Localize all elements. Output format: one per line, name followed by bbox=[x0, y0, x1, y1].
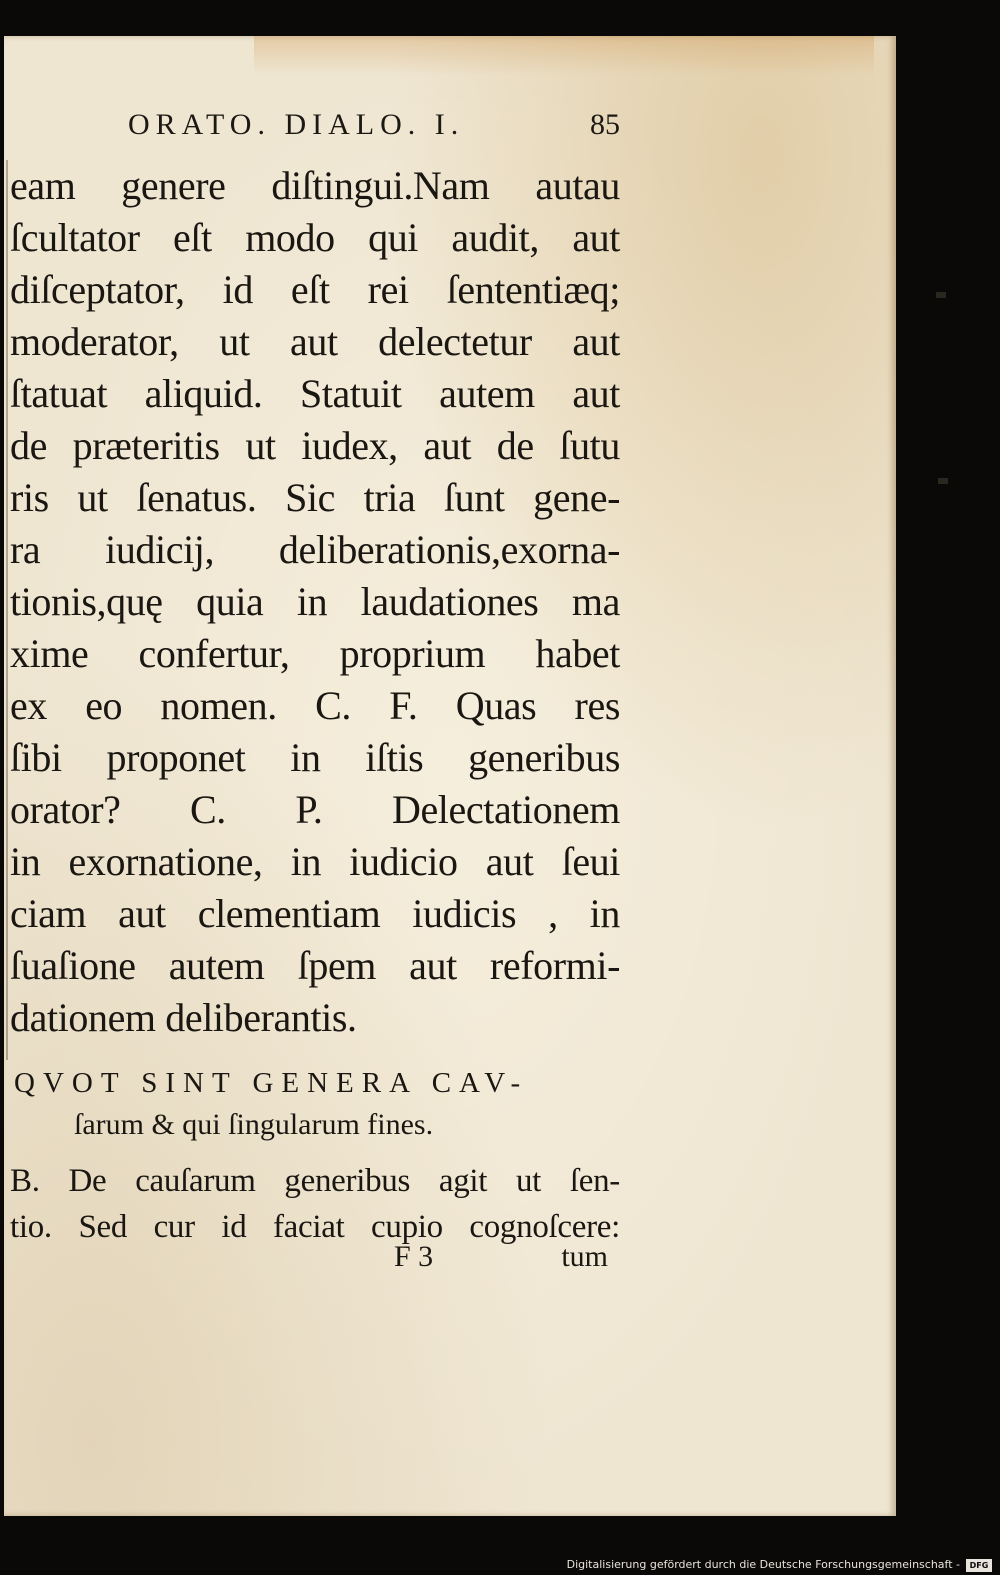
digitization-credit: Digitalisierung gefördert durch die Deutsche Forschungsgemeinschaft - bbox=[566, 1558, 960, 1571]
annotation-block bbox=[10, 1158, 620, 1250]
signature-mark: F 3 bbox=[394, 1240, 434, 1273]
annotation-line: B. De cauſarum generibus agit ut ſen- bbox=[10, 1163, 620, 1199]
text-line: diſceptator, id eſt rei ſententiæq; bbox=[10, 267, 620, 312]
text-line: ſcultator eſt modo qui audit, aut bbox=[10, 215, 620, 260]
annotation-line: tio. Sed cur id faciat cupio cognoſcere: bbox=[10, 1209, 620, 1245]
text-line: eam genere diſtingui.Nam autau bbox=[10, 163, 620, 208]
section-heading bbox=[14, 1063, 614, 1147]
catchword: tum bbox=[561, 1240, 608, 1273]
body-text bbox=[10, 160, 620, 1044]
text-line-last: dationem deliberantis. bbox=[10, 995, 357, 1040]
text-line: moderator, ut aut delectetur aut bbox=[10, 319, 620, 364]
text-line: orator? C. P. Delectationem bbox=[10, 787, 620, 832]
text-line: ra iudicij, deliberationis,exorna- bbox=[10, 527, 620, 572]
text-line: ſibi proponet in iſtis generibus bbox=[10, 735, 620, 780]
text-line: ex eo nomen. C. F. Quas res bbox=[10, 683, 620, 728]
text-line: de præteritis ut iudex, aut de ſutu bbox=[10, 423, 620, 468]
section-heading-continuation: ſarum & qui ſingularum fines. bbox=[74, 1108, 434, 1141]
left-margin-shadow bbox=[6, 160, 8, 1060]
text-line: xime confertur, proprium habet bbox=[10, 631, 620, 676]
running-head-title: ORATO. DIALO. I. bbox=[128, 108, 465, 141]
edge-mark bbox=[936, 292, 946, 298]
page-stain bbox=[254, 36, 874, 76]
page-number: 85 bbox=[590, 108, 620, 141]
text-line: in exornatione, in iudicio aut ſeui bbox=[10, 839, 620, 884]
text-line: ciam aut clementiam iudicis , in bbox=[10, 891, 620, 936]
text-line: ris ut ſenatus. Sic tria ſunt gene- bbox=[10, 475, 620, 520]
edge-mark bbox=[938, 478, 948, 484]
running-head bbox=[128, 108, 628, 148]
text-line: ſuaſione autem ſpem aut reformi- bbox=[10, 943, 620, 988]
section-heading-caps: QVOT SINT GENERA CAV- bbox=[14, 1067, 529, 1099]
catchline bbox=[394, 1240, 614, 1280]
dfg-logo: DFG bbox=[966, 1559, 992, 1572]
text-line: ſtatuat aliquid. Statuit autem aut bbox=[10, 371, 620, 416]
text-line: tionis,quę quia in laudationes ma bbox=[10, 579, 620, 624]
